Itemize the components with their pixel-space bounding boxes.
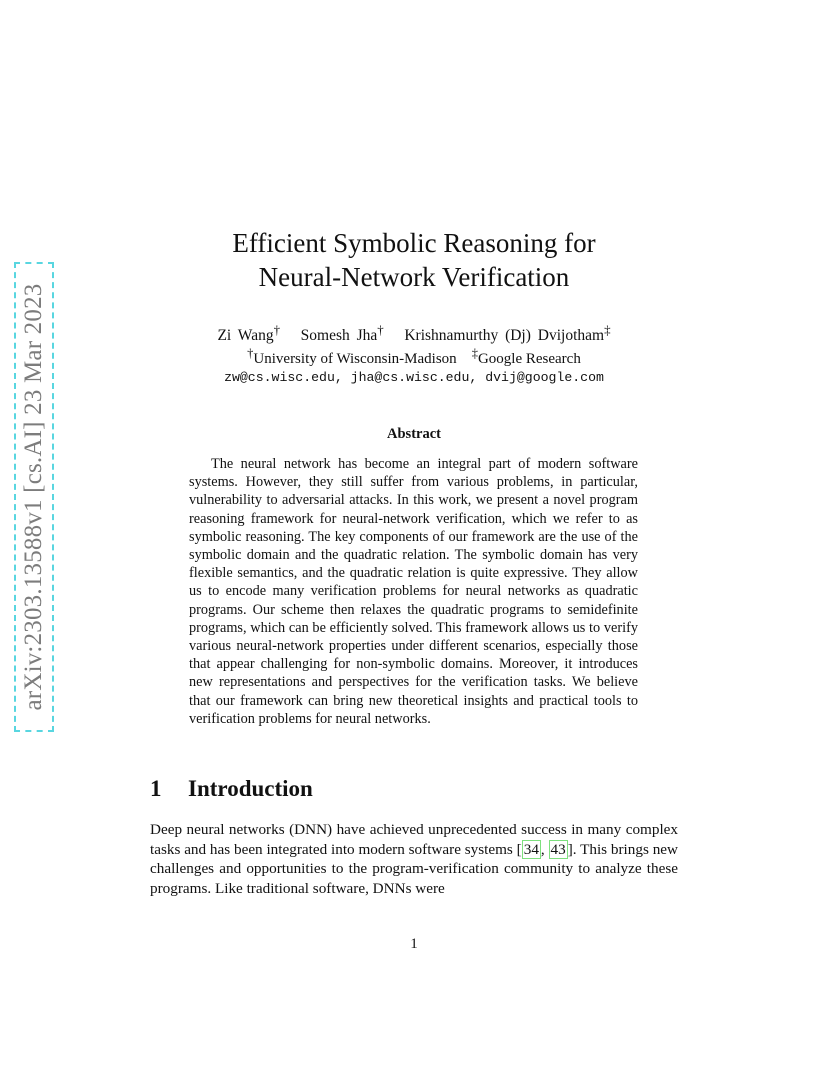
- abstract-heading: Abstract: [387, 426, 441, 442]
- affiliation-mark: †: [247, 346, 254, 360]
- affiliation-name: University of Wisconsin-Madison: [253, 351, 457, 367]
- page-number: 1: [410, 936, 418, 952]
- intro-text-after: ]. This brings new challenges and opportunities to the program-verification community to analyze these programs. Like traditional software, DNNs were: [150, 840, 678, 897]
- paper-title-line-2: Neural-Network Verification: [258, 262, 570, 292]
- author-name: Somesh Jha: [300, 327, 378, 345]
- author-affiliation-mark: †: [273, 322, 281, 337]
- affiliation-list: [150, 342, 678, 370]
- citation-separator: ,: [540, 840, 549, 858]
- author-name: Zi Wang: [217, 327, 274, 345]
- section-heading: [150, 776, 313, 802]
- intro-text-before: Deep neural networks (DNN) have achieved unprecedented success in many complex tasks and has been integrated into modern software systems [: [150, 821, 678, 858]
- author-affiliation-mark: †: [377, 322, 384, 337]
- section-title: Introduction: [188, 776, 313, 801]
- paper-title-line-1: Efficient Symbolic Reasoning for: [232, 228, 596, 258]
- author-affiliation-mark: ‡: [604, 322, 611, 337]
- author-emails: zw@cs.wisc.edu, jha@cs.wisc.edu, dvij@google.com: [224, 370, 604, 385]
- affiliation-mark: ‡: [471, 346, 478, 360]
- section-number: 1: [150, 776, 162, 801]
- paper-title: [150, 226, 678, 294]
- citation-link[interactable]: 34: [523, 840, 539, 858]
- author-name: Krishnamurthy (Dj) Dvijotham: [404, 327, 605, 345]
- affiliation-name: Google Research: [477, 351, 581, 367]
- abstract-text: The neural network has become an integral part of modern software systems. However, they still suffer from various problems, in particular, vulnerability to adversarial attacks. In this work, we present a novel program reasoning framework for neural-network verification, which we refer to as symbolic reasoning. The key components of our framework are the use of the symbolic domain and the quadratic relation. The symbolic domain has very flexible semantics, and the quadratic relation is quite expressive. They allow us to encode many verification problems for neural networks as quadratic programs. Our scheme then relaxes the quadratic programs to semidefinite programs, which can be efficiently solved. This framework allows us to verify various neural-network properties under different scenarios, especially those that appear challenging for non-symbolic domains. Moreover, it introduces new representations and perspectives for the verification tasks. We believe that our framework can bring new theoretical insights and practical tools to verification problems for neural networks.: [189, 456, 638, 727]
- introduction-paragraph: [150, 820, 678, 898]
- citation-link[interactable]: 43: [550, 840, 566, 858]
- arxiv-identifier[interactable]: arXiv:2303.13588v1 [cs.AI] 23 Mar 2023: [20, 283, 47, 711]
